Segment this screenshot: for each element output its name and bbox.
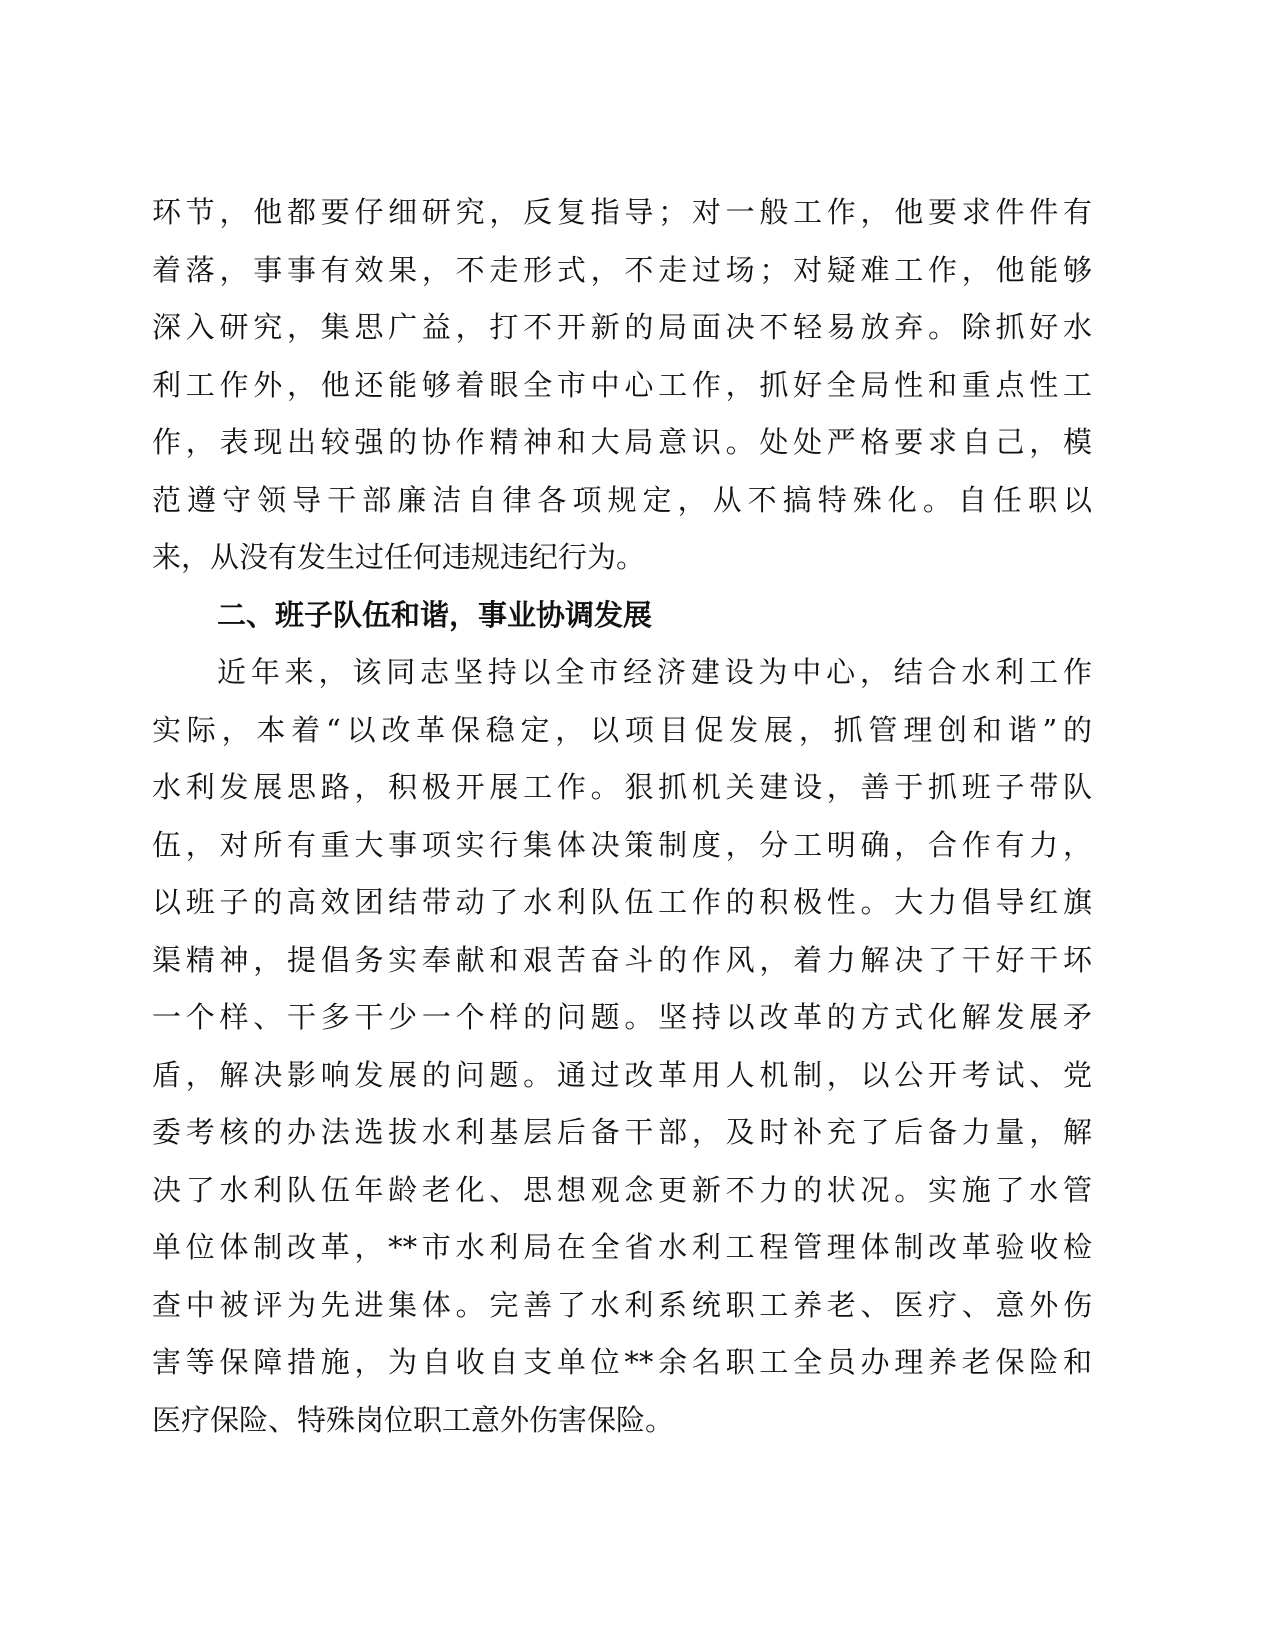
text-line: 以班子的高效团结带动了水利队伍工作的积极性。大力倡导红旗 xyxy=(152,885,1092,919)
text-line: 盾，解决影响发展的问题。通过改革用人机制，以公开考试、党 xyxy=(152,1057,1092,1092)
text-line: 决了水利队伍年龄老化、思想观念更新不力的状况。实施了水管 xyxy=(152,1172,1092,1207)
text-line: 害等保障措施，为自收自支单位**余名职工全员办理养老保险和 xyxy=(152,1345,1092,1379)
text-line: 深入研究，集思广益，打不开新的局面决不轻易放弃。除抓好水 xyxy=(152,310,1092,344)
text-line: 范遵守领导干部廉洁自律各项规定，从不搞特殊化。自任职以 xyxy=(152,482,1092,517)
text-line: 医疗保险、特殊岗位职工意外伤害保险。 xyxy=(152,1402,675,1437)
text-line: 伍，对所有重大事项实行集体决策制度，分工明确，合作有力， xyxy=(152,827,1092,862)
text-line: 单位体制改革，**市水利局在全省水利工程管理体制改革验收检 xyxy=(152,1230,1092,1264)
text-line: 查中被评为先进集体。完善了水利系统职工养老、医疗、意外伤 xyxy=(152,1287,1092,1322)
text-line: 环节，他都要仔细研究，反复指导；对一般工作，他要求件件有 xyxy=(152,195,1092,229)
text-line: 一个样、干多干少一个样的问题。坚持以改革的方式化解发展矛 xyxy=(152,1000,1092,1034)
continued-paragraph xyxy=(152,184,1092,587)
text-line: 水利发展思路，积极开展工作。狠抓机关建设，善于抓班子带队 xyxy=(152,770,1092,804)
section-heading: 二、班子队伍和谐，事业协调发展 xyxy=(217,597,653,632)
document-body xyxy=(152,184,1092,1449)
section-paragraph xyxy=(152,644,1092,1449)
text-line: 实际，本着“以改革保稳定，以项目促发展，抓管理创和谐”的 xyxy=(152,712,1092,747)
text-line: 来，从没有发生过任何违规违纪行为。 xyxy=(152,540,646,574)
text-line: 委考核的办法选拔水利基层后备干部，及时补充了后备力量，解 xyxy=(152,1115,1092,1149)
text-line: 渠精神，提倡务实奉献和艰苦奋斗的作风，着力解决了干好干坏 xyxy=(152,942,1092,977)
text-line: 利工作外，他还能够着眼全市中心工作，抓好全局性和重点性工 xyxy=(152,367,1092,402)
text-line: 近年来，该同志坚持以全市经济建设为中心，结合水利工作 xyxy=(217,655,1092,689)
text-line: 作，表现出较强的协作精神和大局意识。处处严格要求自己，模 xyxy=(152,425,1092,459)
text-line: 着落，事事有效果，不走形式，不走过场；对疑难工作，他能够 xyxy=(152,252,1092,287)
